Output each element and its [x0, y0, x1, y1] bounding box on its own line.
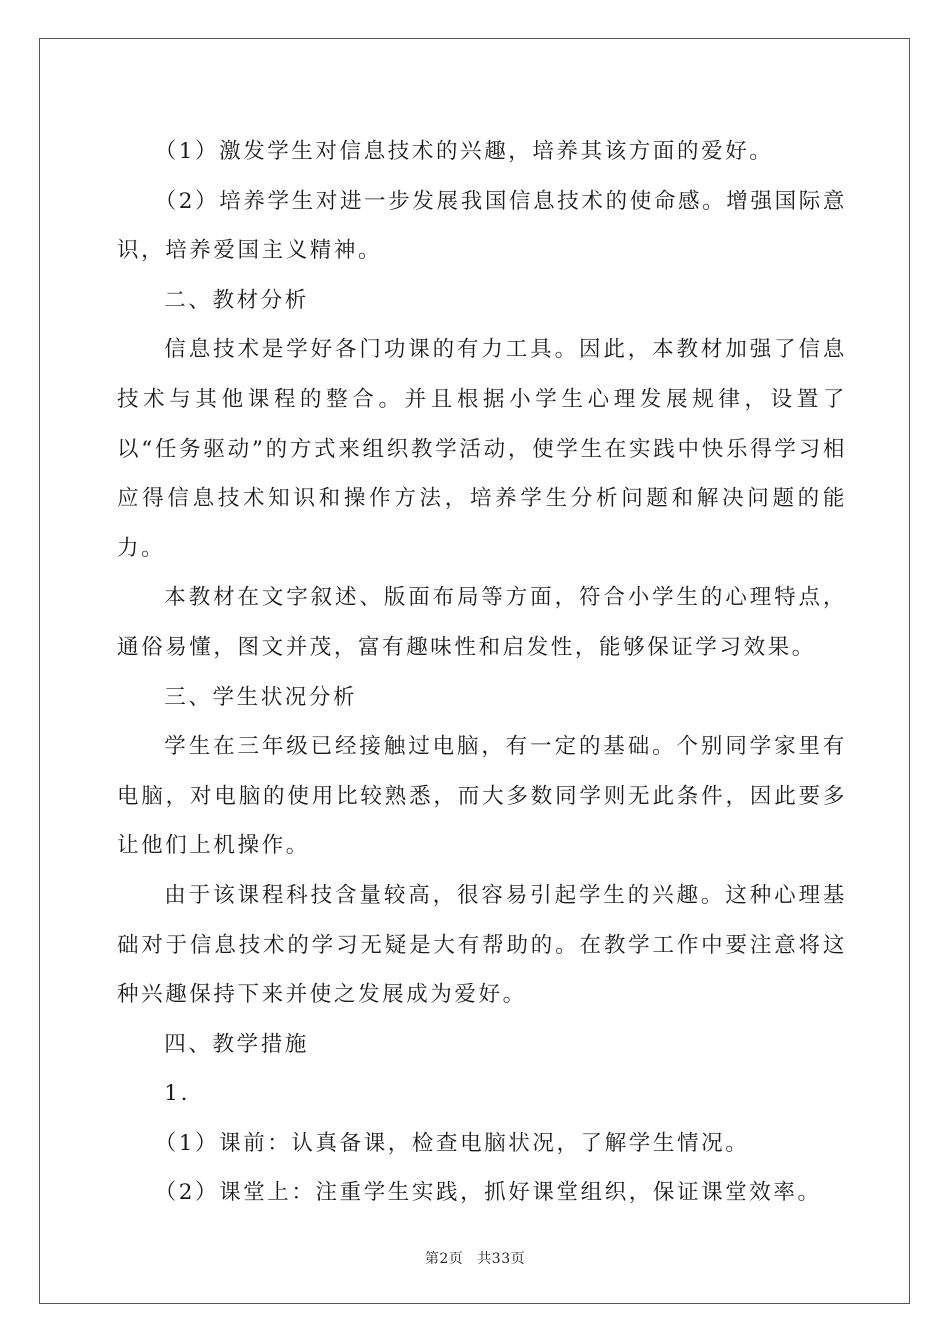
page-total-label: 共33页 [477, 1251, 526, 1267]
section-heading-materials: 二、教材分析 [164, 287, 309, 313]
measures-number-1: 1. [164, 1081, 191, 1107]
measures-item-before-class: （1）课前：认真备课，检查电脑状况，了解学生情况。 [154, 1130, 750, 1156]
students-paragraph-1: 学生在三年级已经接触过电脑，有一定的基础。个别同学家里有电脑，对电脑的使用比较熟悉，而大多数同学则无此条件，因此要多让他们上机操作。 [117, 734, 847, 859]
page-footer [0, 1248, 950, 1268]
page-number-label: 第2页 [424, 1251, 464, 1267]
materials-paragraph-2: 本教材在文字叙述、版面布局等方面，符合小学生的心理特点，通俗易懂，图文并茂，富有趣味性和启发性，能够保证学习效果。 [117, 585, 847, 660]
students-paragraph-2: 由于该课程科技含量较高，很容易引起学生的兴趣。这种心理基础对于信息技术的学习无疑是大有帮助的。在教学工作中要注意将这种兴趣保持下来并使之发展成为爱好。 [117, 882, 847, 1008]
section-heading-measures: 四、教学措施 [164, 1031, 309, 1057]
document-body [117, 127, 847, 1218]
objective-item-2: （2）培养学生对进一步发展我国信息技术的使命感。增强国际意识，培养爱国主义精神。 [117, 188, 847, 264]
measures-item-in-class: （2）课堂上：注重学生实践，抓好课堂组织，保证课堂效率。 [154, 1180, 822, 1206]
materials-paragraph-1: 信息技术是学好各门功课的有力工具。因此，本教材加强了信息技术与其他课程的整合。并且根据小学生心理发展规律，设置了以“任务驱动”的方式来组织教学活动，使学生在实践中快乐得学习相应得信息技术知识和操作方法，培养学生分析问题和解决问题的能力。 [117, 337, 847, 561]
section-heading-students: 三、学生状况分析 [164, 684, 358, 710]
objective-item-1: （1）激发学生对信息技术的兴趣，培养其该方面的爱好。 [154, 139, 774, 164]
